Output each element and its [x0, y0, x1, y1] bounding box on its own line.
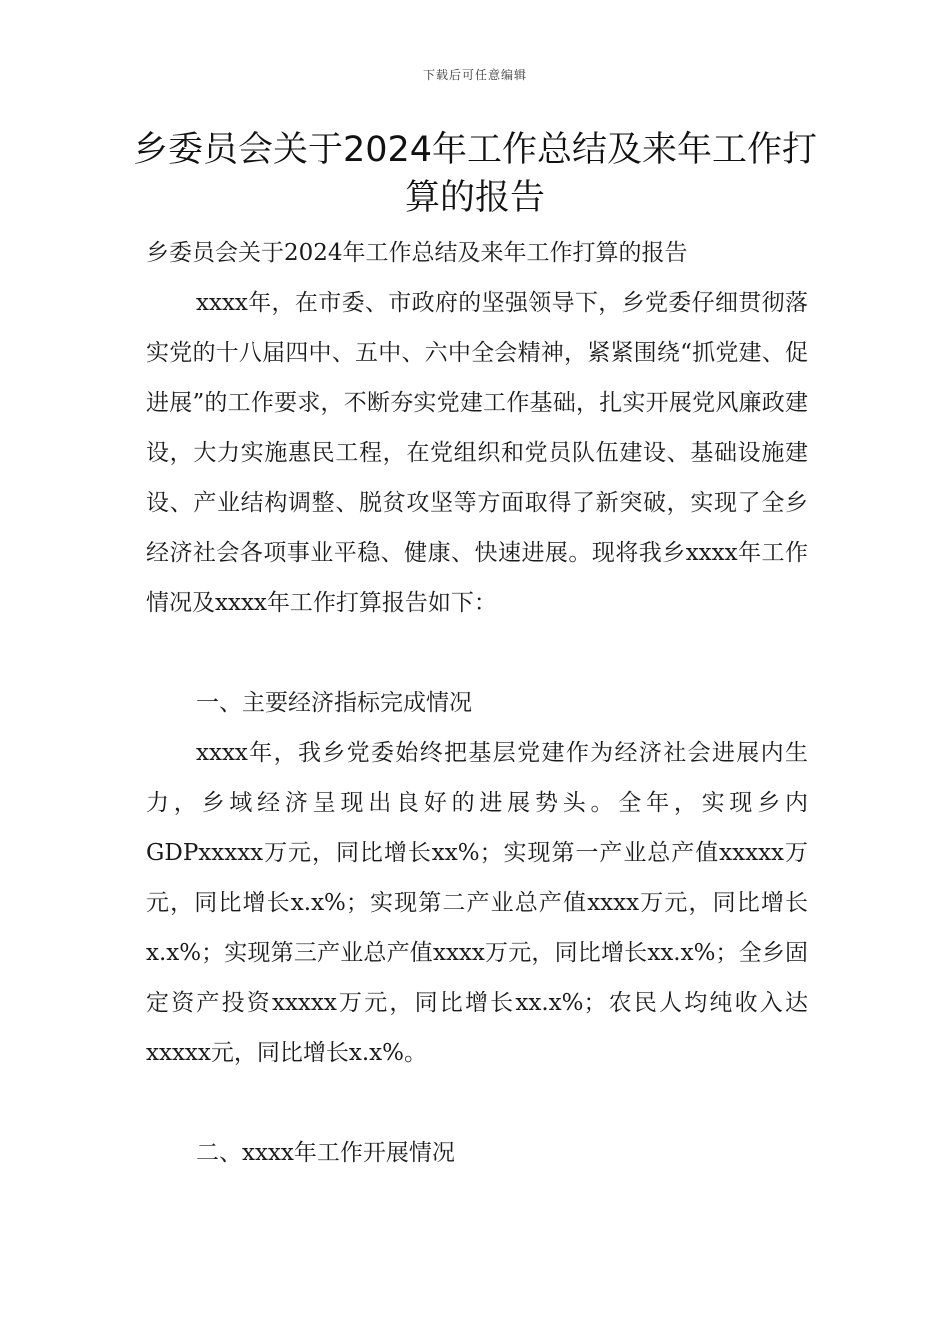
intro-paragraph: xxxx年，在市委、市政府的坚强领导下，乡党委仔细贯彻落实党的十八届四中、五中、六中全会精神，紧紧围绕“抓党建、促进展”的工作要求，不断夯实党建工作基础，扎实开展党风廉政建设，大力实施惠民工程，在党组织和党员队伍建设、基础设施建设、产业结构调整、脱贫攻坚等方面取得了新突破，实现了全乡经济社会各项事业平稳、健康、快速进展。现将我乡xxxx年工作情况及xxxx年工作打算报告如下： [146, 290, 808, 616]
document-body [146, 228, 808, 1178]
section-1-paragraph: xxxx年，我乡党委始终把基层党建作为经济社会进展内生力，乡域经济呈现出良好的进展势头。全年，实现乡内GDPxxxxx万元，同比增长xx%；实现第一产业总产值xxxxx万元，同比增长x.x%；实现第二产业总产值xxxx万元，同比增长x.x%；实现第三产业总产值xxxx万元，同比增长xx.x%；全乡固定资产投资xxxxx万元，同比增长xx.x%；农民人均纯收入达xxxxx元，同比增长x.x%。 [146, 740, 808, 1066]
header-note: 下载后可任意编辑 [422, 68, 527, 82]
paragraph-gap [146, 1078, 808, 1128]
paragraph-gap [146, 628, 808, 678]
document-title: 乡委员会关于2024年工作总结及来年工作打算的报告 [132, 130, 818, 218]
section-heading-2: 二、xxxx年工作开展情况 [196, 1140, 455, 1166]
document-subtitle: 乡委员会关于2024年工作总结及来年工作打算的报告 [146, 240, 688, 266]
section-heading-1: 一、主要经济指标完成情况 [196, 690, 472, 716]
